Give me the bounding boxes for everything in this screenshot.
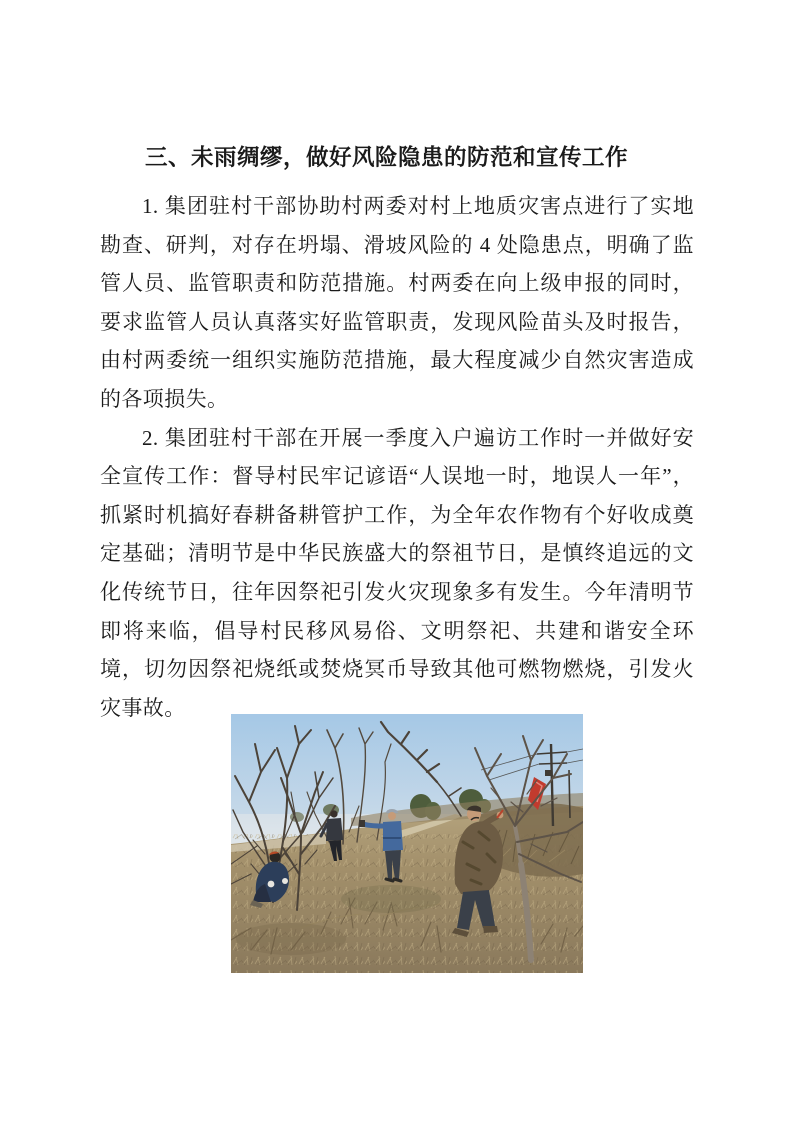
document-content xyxy=(100,142,694,727)
paragraph-1: 1. 集团驻村干部协助村两委对村上地质灾害点进行了实地勘查、研判，对存在坍塌、滑坡风险的 4 处隐患点，明确了监管人员、监管职责和防范措施。村两委在向上级申报的同时，要求监管人员认真落实好监管职责，发现风险苗头及时报告，由村两委统一组织实施防范措施，最大程度减少自然灾害造成的各项损失。 xyxy=(100,194,694,411)
photo-orchard-pruning xyxy=(231,714,583,973)
paragraph-2: 2. 集团驻村干部在开展一季度入户遍访工作时一并做好安全宣传工作：督导村民牢记谚语“人误地一时，地误人一年”，抓紧时机搞好春耕备耕管护工作，为全年农作物有个好收成奠定基础；清明节是中华民族盛大的祭祖节日，是慎终追远的文化传统节日，往年因祭祀引发火灾现象多有发生。今年清明节即将来临，倡导村民移风易俗、文明祭祀、共建和谐安全环境，切勿因祭祀烧纸或焚烧冥币导致其他可燃物燃烧，引发火灾事故。 xyxy=(100,425,694,720)
section-heading: 三、未雨绸缪，做好风险隐患的防范和宣传工作 xyxy=(145,145,629,170)
grass-patch-dark-2 xyxy=(236,923,346,955)
photo-illustration xyxy=(231,714,583,973)
grass-patch-dark xyxy=(341,885,441,913)
